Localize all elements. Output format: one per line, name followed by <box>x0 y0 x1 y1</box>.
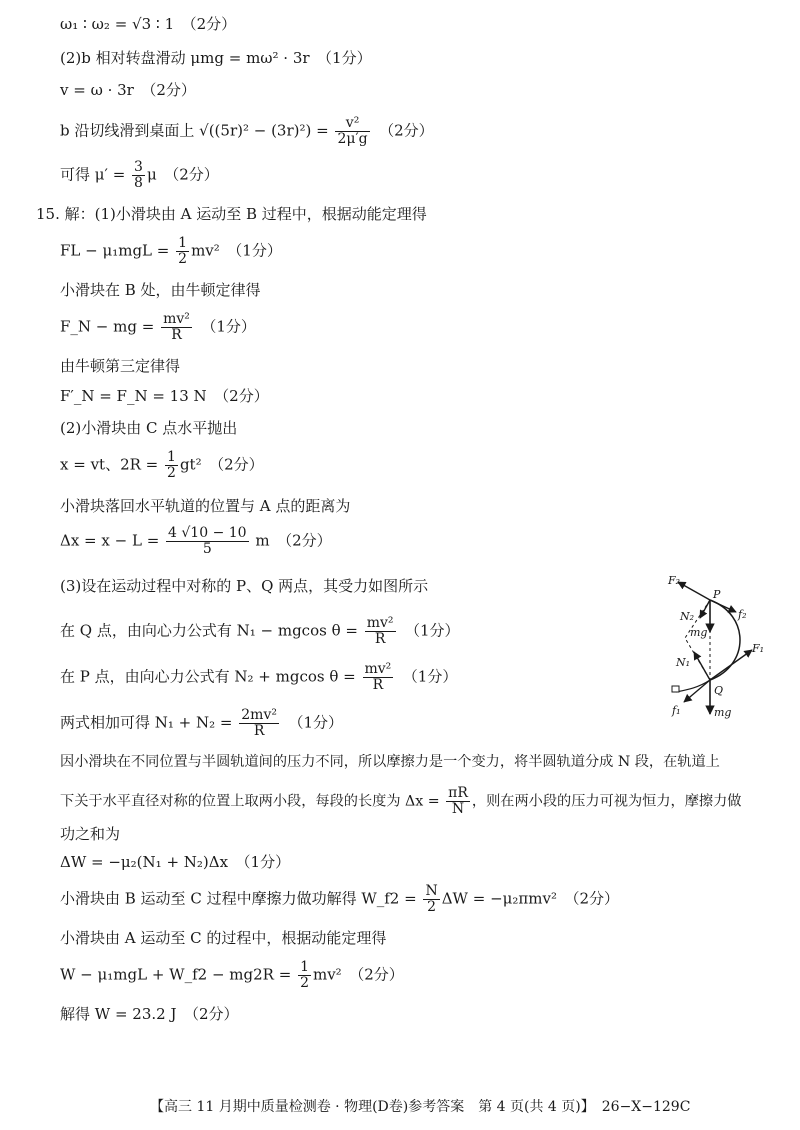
label-f1: f₁ <box>672 704 681 717</box>
denominator: R <box>171 327 182 343</box>
text: ΔW = −μ₂πmv² （2分） <box>441 889 620 908</box>
numerator: 1 <box>178 235 188 251</box>
text: 小滑块由 B 运动至 C 过程中摩擦力做功解得 W_f2 = <box>60 889 422 908</box>
f1-arrow <box>684 680 710 702</box>
line-result-W: 解得 W = 23.2 J （2分） <box>60 1005 239 1023</box>
text: b 沿切线滑到桌面上 √((5r)² − (3r)²) = <box>60 121 334 140</box>
force-diagram <box>640 570 780 720</box>
fraction <box>363 662 394 693</box>
denominator: R <box>253 723 265 739</box>
problem-15-heading: 15. 解：(1)小滑块由 A 运动至 B 过程中，根据动能定理得 <box>36 205 427 223</box>
label-N2: N₂ <box>680 610 695 623</box>
text: （1分） <box>193 317 256 336</box>
line-at-B: 小滑块在 B 处，由牛顿定律得 <box>60 281 261 299</box>
line-mu-prime <box>60 160 219 191</box>
F2-arrow <box>678 582 710 600</box>
fraction <box>298 960 311 991</box>
numerator: N <box>425 883 438 899</box>
text: m （2分） <box>250 531 332 550</box>
line-part3: (3)设在运动过程中对称的 P、Q 两点，其受力如图所示 <box>60 577 429 595</box>
fraction <box>166 526 249 557</box>
denominator: 2 <box>178 251 188 267</box>
line-work-sum: 功之和为 <box>60 825 121 843</box>
fraction <box>239 708 279 739</box>
N2-arrow <box>700 600 710 618</box>
text: FL − μ₁mgL = <box>60 241 175 260</box>
line-third-law: 由牛顿第三定律得 <box>60 357 181 375</box>
text: Δx = x − L = <box>60 531 165 550</box>
numerator: mv² <box>364 661 392 677</box>
denominator: R <box>374 631 386 647</box>
text: （1分） <box>280 713 344 732</box>
numerator: 3 <box>134 159 143 175</box>
text: ，则在两小段的压力可视为恒力，摩擦力做 <box>471 793 742 810</box>
block-icon <box>672 686 679 692</box>
fraction <box>446 786 470 817</box>
numerator: 4 √10 − 10 <box>168 525 247 541</box>
line-FN-value: F′_N = F_N = 13 N （2分） <box>60 387 269 405</box>
numerator: πR <box>448 785 468 801</box>
page-footer: 【高三 11 月期中质量检测卷 · 物理(D卷)参考答案 第 4 页(共 4 页)】 26−X−129C <box>150 1099 691 1115</box>
fraction <box>132 160 145 191</box>
denominator: R <box>372 677 384 693</box>
line-part2: (2)小滑块由 C 点水平抛出 <box>60 419 238 437</box>
numerator: mv² <box>163 311 190 327</box>
line-energy-AB <box>60 236 282 267</box>
fraction <box>423 884 439 915</box>
line-friction-work <box>60 884 619 915</box>
line-distance-text: 小滑块落回水平轨道的位置与 A 点的距离为 <box>60 497 351 515</box>
fraction <box>365 616 396 647</box>
fraction <box>161 312 192 343</box>
line-AC-energy: 小滑块由 A 运动至 C 的过程中，根据动能定理得 <box>60 929 387 947</box>
F1-arrow <box>710 650 752 680</box>
text: mv² （1分） <box>191 241 282 260</box>
label-f2: f₂ <box>738 608 747 621</box>
line-delta-x <box>60 526 332 557</box>
label-F1: F₁ <box>752 642 765 655</box>
line-tangent-slide <box>60 116 434 147</box>
f2-arrow <box>710 600 736 612</box>
line-segment-length <box>60 786 742 817</box>
line-b-slides: (2)b 相对转盘滑动 μmg = mω² · 3r （1分） <box>60 49 372 67</box>
text: 两式相加可得 N₁ + N₂ = <box>60 713 238 732</box>
fraction <box>176 236 189 267</box>
label-F2: F₂ <box>668 574 681 587</box>
text: 在 Q 点，由向心力公式有 N₁ − mgcos θ = <box>60 621 363 640</box>
line-sum <box>60 708 343 739</box>
line-work-equation <box>60 960 404 991</box>
line-variable-force: 因小滑块在不同位置与半圆轨道间的压力不同，所以摩擦力是一个变力，将半圆轨道分成 N 段，在轨道上 <box>60 754 720 770</box>
text: mv² （2分） <box>312 965 404 984</box>
denominator: 2 <box>300 975 309 991</box>
denominator: 2 <box>427 899 437 915</box>
line-projectile <box>60 450 264 481</box>
label-P: P <box>713 588 721 601</box>
numerator: 1 <box>300 959 309 975</box>
label-mg-top: mg <box>690 626 708 639</box>
text: μ （2分） <box>146 165 219 184</box>
line-P-centripetal <box>60 662 457 693</box>
fraction <box>335 116 369 147</box>
N1-arrow <box>694 652 710 680</box>
track-tail <box>676 680 710 692</box>
numerator: 2mv² <box>241 707 277 723</box>
numerator: 1 <box>167 449 176 465</box>
text: （2分） <box>371 121 434 140</box>
line-omega-ratio: ω₁ ∶ ω₂ = √3 ∶ 1 （2分） <box>60 15 237 33</box>
text: （1分） <box>395 667 458 686</box>
text: 下关于水平直径对称的位置上取两小段，每段的长度为 Δx = <box>60 793 445 810</box>
text: 在 P 点，由向心力公式有 N₂ + mgcos θ = <box>60 667 361 686</box>
denominator: 2μ′g <box>337 131 368 147</box>
numerator: mv² <box>366 615 394 631</box>
denominator: N <box>451 801 465 817</box>
text: W − μ₁mgL + W_f2 − mg2R = <box>60 965 297 984</box>
denominator: 8 <box>134 175 143 191</box>
line-delta-W: ΔW = −μ₂(N₁ + N₂)Δx （1分） <box>60 853 291 871</box>
denominator: 2 <box>167 465 176 481</box>
line-Q-centripetal <box>60 616 460 647</box>
label-N1: N₁ <box>676 656 691 669</box>
fraction <box>165 450 178 481</box>
text: gt² （2分） <box>179 455 264 474</box>
line-newton-B <box>60 312 256 343</box>
text: （1分） <box>397 621 460 640</box>
denominator: 5 <box>202 541 212 557</box>
label-Q: Q <box>714 684 724 697</box>
text: x = vt、2R = <box>60 455 164 474</box>
label-mg-bottom: mg <box>714 706 732 719</box>
line-v-formula: v = ω · 3r （2分） <box>60 81 196 99</box>
text: 可得 μ′ = <box>60 165 131 184</box>
text: F_N − mg = <box>60 317 160 336</box>
numerator: v² <box>335 116 369 132</box>
